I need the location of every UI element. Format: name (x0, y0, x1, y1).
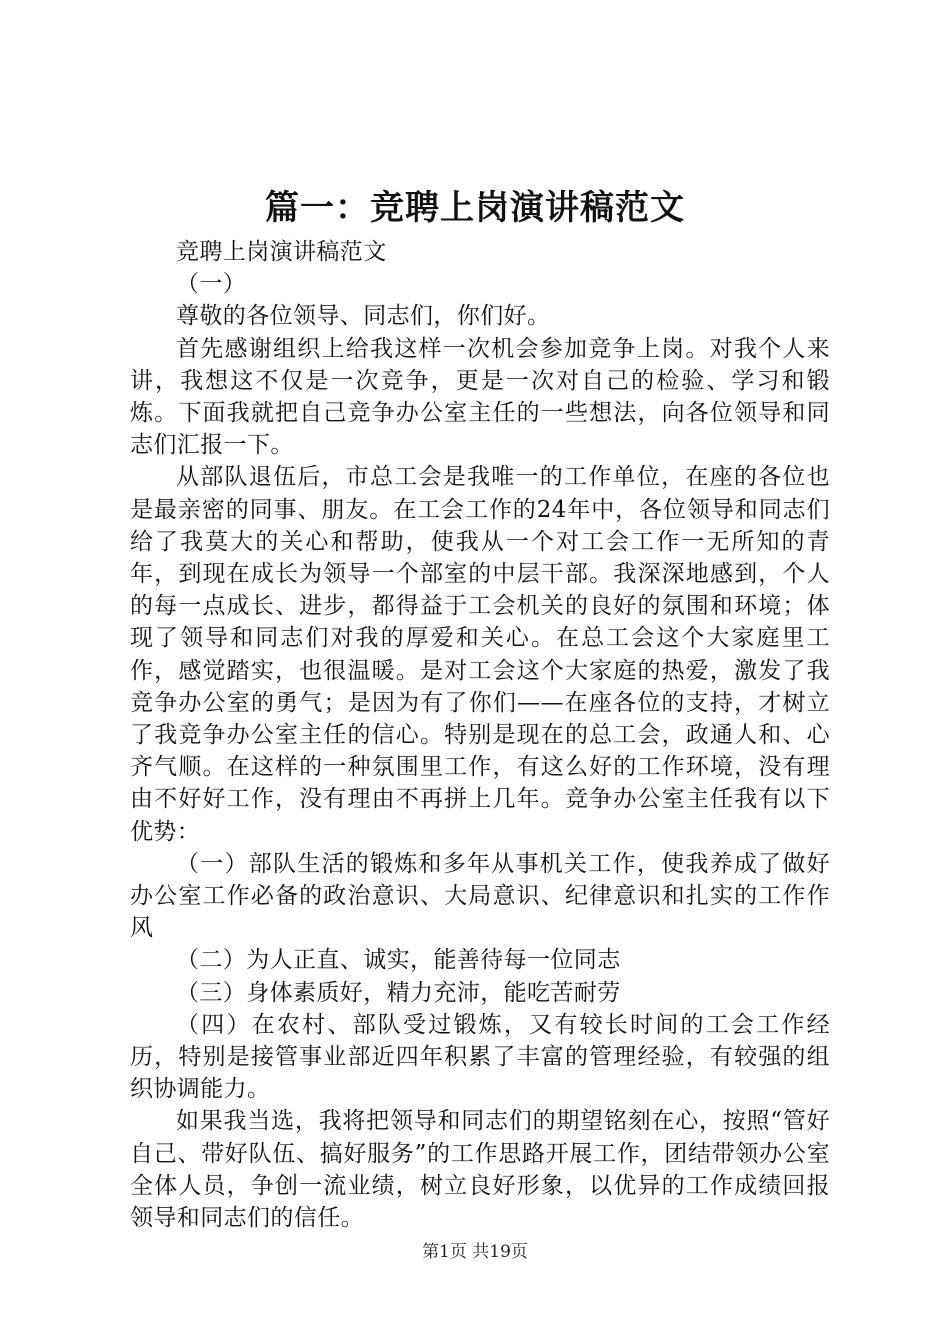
paragraph-background: 从部队退伍后，市总工会是我唯一的工作单位，在座的各位也是最亲密的同事、朋友。在工会工作的24年中，各位领导和同志们给了我莫大的关心和帮助，使我从一个对工会工作一无所知的青年，到现在成长为领导一个部室的中层干部。我深深地感到，个人的每一点成长、进步，都得益于工会机关的良好的氛围和环境；体现了领导和同志们对我的厚爱和关心。在总工会这个大家庭里工作，感觉踏实，也很温暖。是对工会这个大家庭的热爱，激发了我竞争办公室的勇气；是因为有了你们——在座各位的支持，才树立了我竞争办公室主任的信心。特别是现在的总工会，政通人和、心齐气顺。在这样的一种氛围里工作，有这么好的工作环境，没有理由不好好工作，没有理由不再拼上几年。竞争办公室主任我有以下优势： (130, 464, 830, 845)
paragraph-section-number: （一） (176, 271, 247, 298)
paragraph-advantage-1: （一）部队生活的锻炼和多年从事机关工作，使我养成了做好办公室工作必备的政治意识、大局意识、纪律意识和扎实的工作作风 (130, 850, 830, 942)
paragraph-intro: 首先感谢组织上给我这样一次机会参加竞争上岗。对我个人来讲，我想这不仅是一次竞争，更是一次对自己的检验、学习和锻炼。下面我就把自己竞争办公室主任的一些想法，向各位领导和同志们汇报一下。 (130, 335, 830, 459)
paragraph-advantage-4: （四）在农村、部队受过锻炼，又有较长时间的工会工作经历，特别是接管事业部近四年积累了丰富的管理经验，有较强的组织协调能力。 (130, 1011, 830, 1103)
paragraph-advantage-2: （二）为人正直、诚实，能善待每一位同志 (176, 947, 621, 974)
document-body (130, 236, 830, 1234)
paragraph-greeting: 尊敬的各位领导、同志们，你们好。 (176, 303, 551, 330)
paragraph-pledge: 如果我当选，我将把领导和同志们的期望铭刻在心，按照“管好自己、带好队伍、搞好服务”的工作思路开展工作，团结带领办公室全体人员，争创一流业绩，树立良好形象，以优异的工作成绩回报领导和同志们的信任。 (130, 1108, 830, 1232)
paragraph-subtitle: 竞聘上岗演讲稿范文 (176, 239, 387, 265)
paragraph-advantage-3: （三）身体素质好，精力充沛，能吃苦耐劳 (176, 979, 621, 1006)
document-title: 篇一：竞聘上岗演讲稿范文 (265, 188, 685, 228)
page-number-footer: 第1页 共19页 (422, 1242, 528, 1262)
